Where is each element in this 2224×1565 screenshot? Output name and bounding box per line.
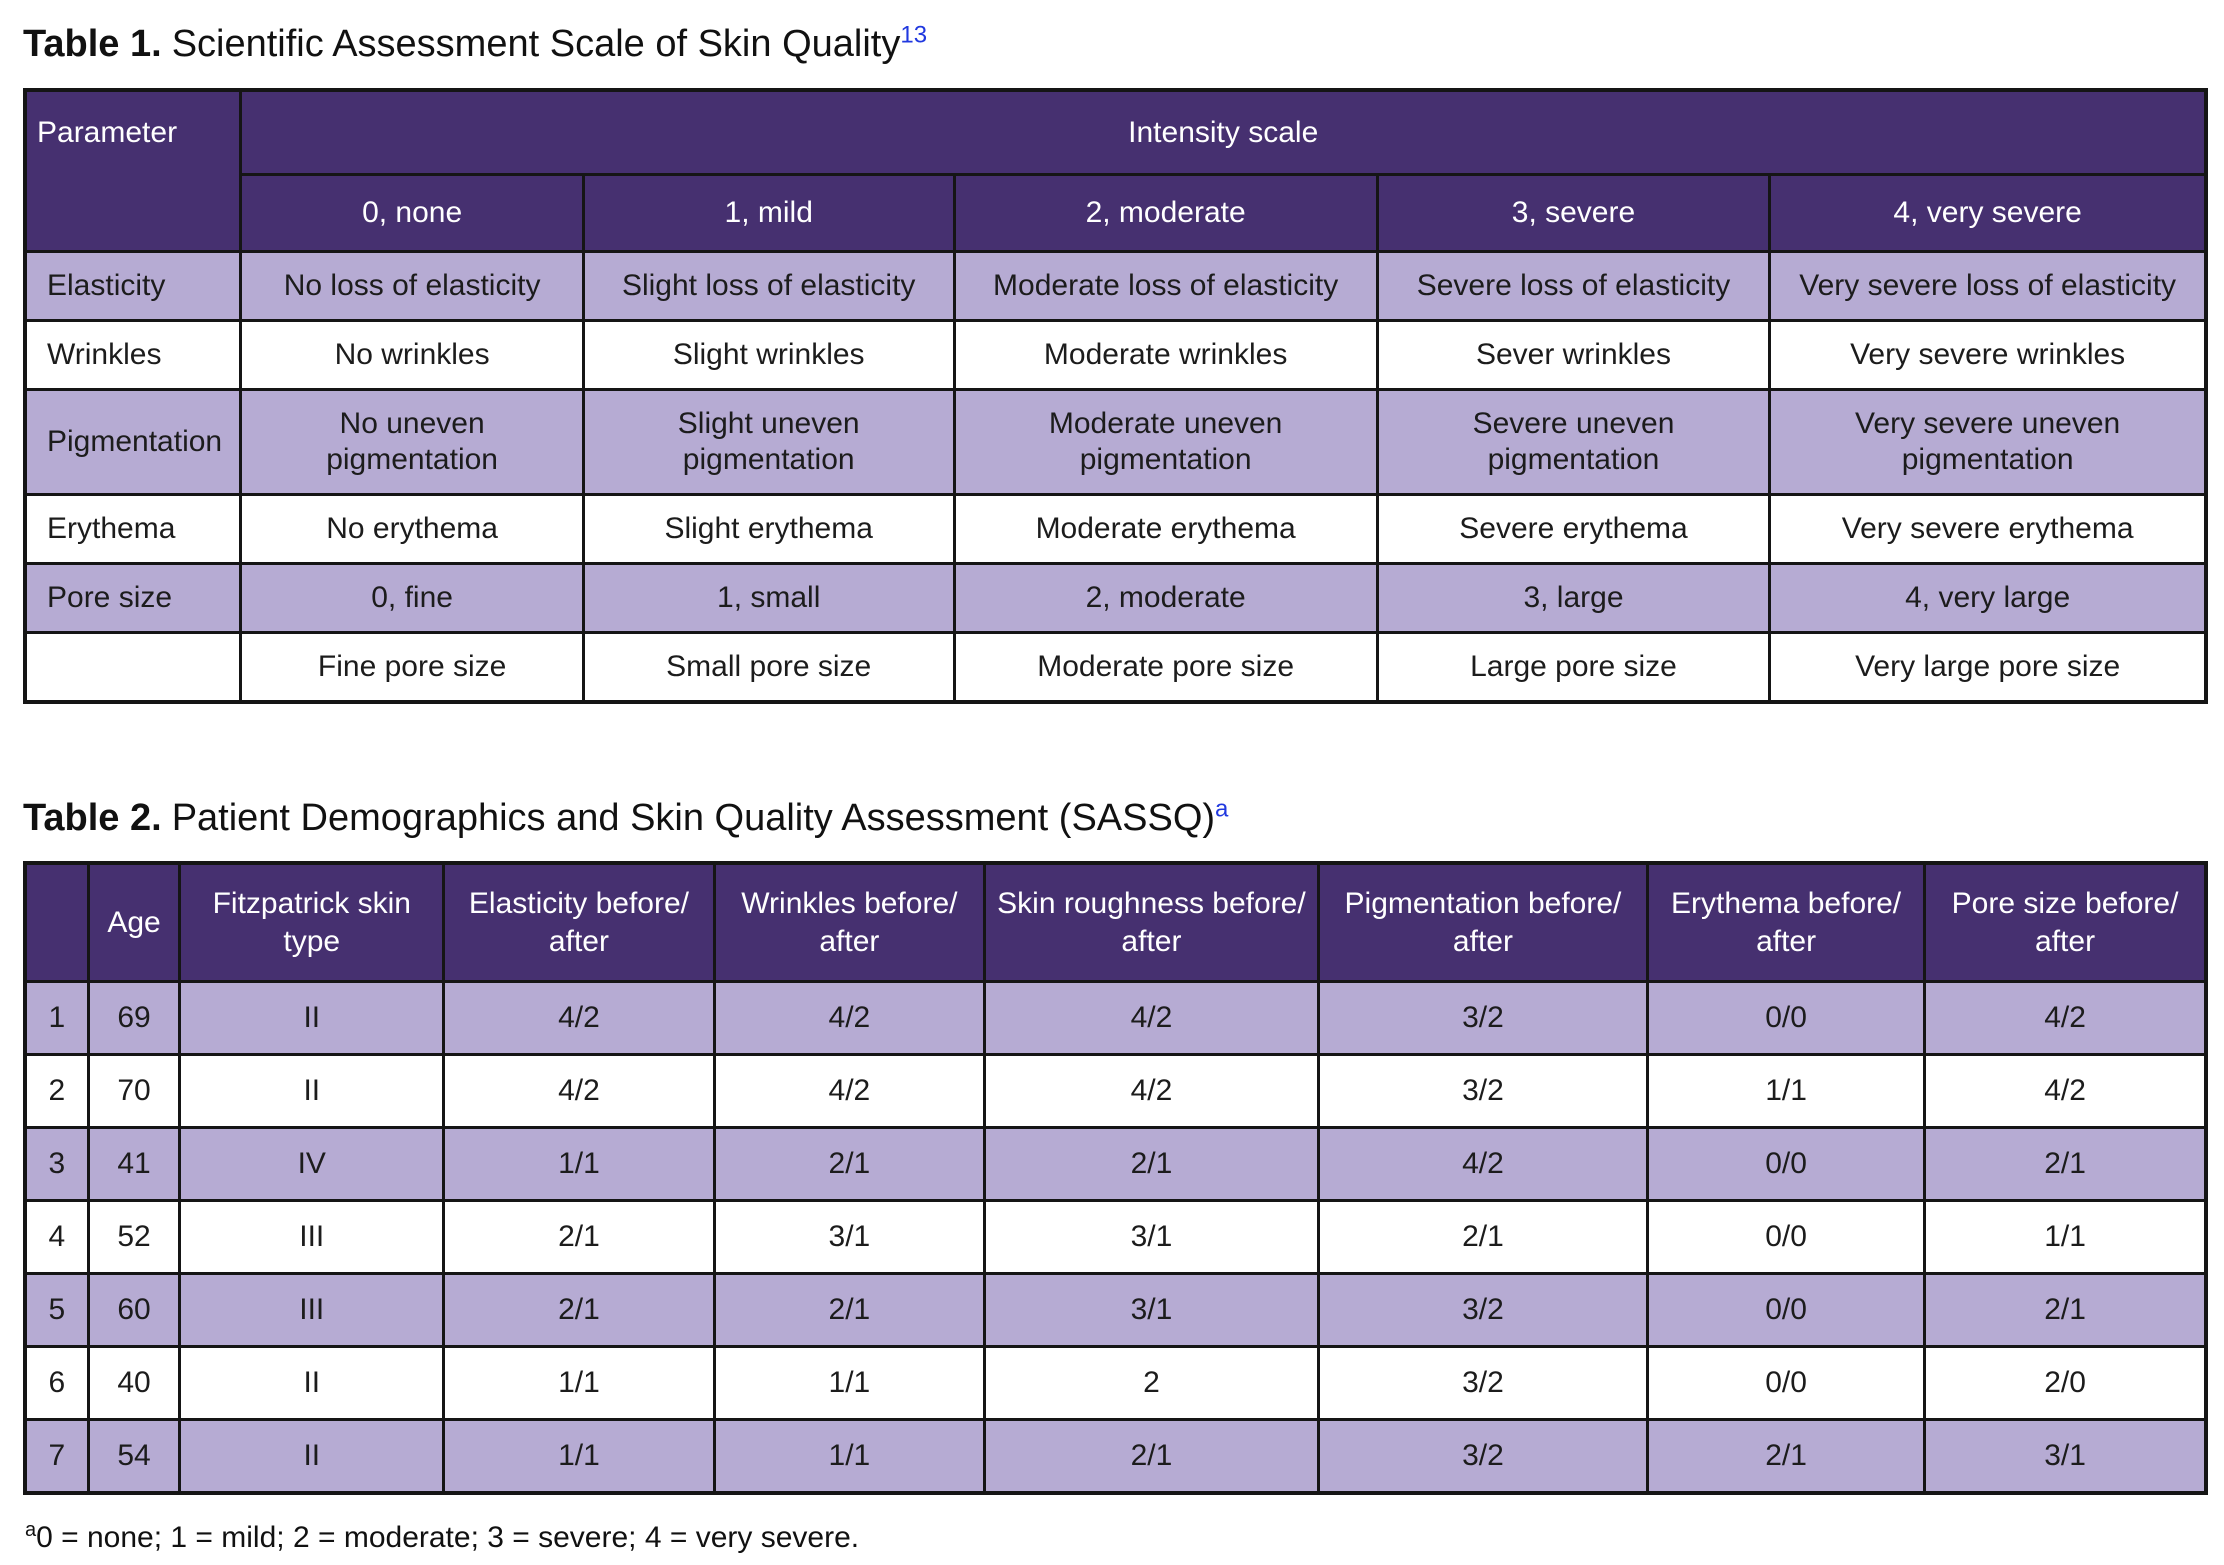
table2-cell: 41	[88, 1128, 180, 1201]
table2-cell: 2/1	[714, 1128, 984, 1201]
table2-cell: II	[180, 1420, 444, 1494]
table2-cell: 52	[88, 1201, 180, 1274]
table2-cell: 0/0	[1648, 1347, 1925, 1420]
table1-cell: Moderate wrinkles	[954, 320, 1377, 389]
table1-title-label: Table 1.	[23, 23, 162, 65]
table2-cell: 0/0	[1648, 1128, 1925, 1201]
table1-title-text: Scientific Assessment Scale of Skin Quality	[171, 23, 901, 65]
table2-cell: IV	[180, 1128, 444, 1201]
table2-cell: 3/1	[714, 1201, 984, 1274]
table2-cell: 2/1	[444, 1274, 714, 1347]
table1-parameter-cell: Pore size	[25, 563, 241, 632]
table2-title-superscript: a	[1215, 794, 1229, 822]
table1-parameter-cell	[25, 632, 241, 702]
table1-cell: Small pore size	[583, 632, 954, 702]
table2-cell: 1/1	[444, 1128, 714, 1201]
table1-title	[23, 22, 2208, 68]
table2-rownum-cell: 1	[25, 982, 88, 1055]
table2-cell: 60	[88, 1274, 180, 1347]
table2-title	[23, 796, 2208, 842]
table2-cell: 2/1	[1925, 1128, 2206, 1201]
table1-cell: Slight wrinkles	[583, 320, 954, 389]
table2-cell: 4/2	[714, 982, 984, 1055]
table1-scale-header-cell: 4, very severe	[1770, 175, 2206, 252]
table2-cell: 70	[88, 1055, 180, 1128]
table1-cell: No uneven pigmentation	[241, 389, 583, 494]
table2-cell: 2/1	[1648, 1420, 1925, 1494]
table2-block	[23, 796, 2208, 1556]
table1-cell: Slight erythema	[583, 494, 954, 563]
table2-row	[25, 1420, 2206, 1494]
table1-cell: Very large pore size	[1770, 632, 2206, 702]
table2-cell: 3/1	[985, 1201, 1319, 1274]
table1-body	[25, 251, 2206, 702]
table2-cell: 3/2	[1318, 1420, 1647, 1494]
table2-cell: 1/1	[714, 1347, 984, 1420]
table1-header-parameter: Parameter	[25, 90, 241, 252]
table1-cell: Moderate loss of elasticity	[954, 251, 1377, 320]
table1-cell: No wrinkles	[241, 320, 583, 389]
table2	[23, 861, 2208, 1495]
table1-cell: Very severe uneven pigmentation	[1770, 389, 2206, 494]
table2-cell: 2/1	[985, 1128, 1319, 1201]
table2-rownum-cell: 4	[25, 1201, 88, 1274]
table2-cell: 1/1	[1925, 1201, 2206, 1274]
table1-scale-header-row	[25, 175, 2206, 252]
table2-header-cell: Pigmentation before/​after	[1318, 863, 1647, 982]
table1-cell: Very severe wrinkles	[1770, 320, 2206, 389]
table2-cell: 4/2	[985, 982, 1319, 1055]
table1-cell: Severe uneven pigmentation	[1377, 389, 1770, 494]
table2-cell: 3/2	[1318, 1347, 1647, 1420]
table2-header-cell: Erythema before/​after	[1648, 863, 1925, 982]
table2-cell: 2/1	[714, 1274, 984, 1347]
table2-cell: 4/2	[714, 1055, 984, 1128]
table2-cell: II	[180, 982, 444, 1055]
table2-header-cell: Wrinkles before/​after	[714, 863, 984, 982]
table2-cell: 2/1	[985, 1420, 1319, 1494]
table2-rownum-cell: 3	[25, 1128, 88, 1201]
table2-cell: 0/0	[1648, 982, 1925, 1055]
table2-footnote	[25, 1521, 2208, 1555]
table1-row	[25, 320, 2206, 389]
table2-row	[25, 1128, 2206, 1201]
table1-row	[25, 389, 2206, 494]
table2-cell: 1/1	[444, 1420, 714, 1494]
table2-cell: 2/1	[444, 1201, 714, 1274]
table2-row	[25, 1347, 2206, 1420]
table2-cell: 0/0	[1648, 1274, 1925, 1347]
table1-cell: Moderate erythema	[954, 494, 1377, 563]
table2-footnote-text: 0 = none; 1 = mild; 2 = moderate; 3 = severe; 4 = very severe.	[36, 1521, 860, 1555]
table2-cell: 4/2	[985, 1055, 1319, 1128]
table2-rownum-cell: 7	[25, 1420, 88, 1494]
table2-title-label: Table 2.	[23, 796, 162, 839]
table2-cell: 4/2	[444, 982, 714, 1055]
table1-parameter-cell: Erythema	[25, 494, 241, 563]
table1-header-intensity-scale: Intensity scale	[241, 90, 2206, 175]
table2-cell: 2/0	[1925, 1347, 2206, 1420]
table2-cell: 1/1	[714, 1420, 984, 1494]
table1-cell: Severe loss of elasticity	[1377, 251, 1770, 320]
table1-parameter-cell: Wrinkles	[25, 320, 241, 389]
table1-row	[25, 563, 2206, 632]
table1-cell: No loss of elasticity	[241, 251, 583, 320]
table2-cell: 3/2	[1318, 1055, 1647, 1128]
table1-cell: Moderate uneven pigmentation	[954, 389, 1377, 494]
table1-row	[25, 494, 2206, 563]
table2-cell: 4/2	[1318, 1128, 1647, 1201]
table2-cell: 4/2	[444, 1055, 714, 1128]
table2-cell: 3/2	[1318, 1274, 1647, 1347]
table2-cell: 3/1	[985, 1274, 1319, 1347]
table1-scale-header-cell: 0, none	[241, 175, 583, 252]
table2-cell: III	[180, 1201, 444, 1274]
table2-header-cell: Age	[88, 863, 180, 982]
table2-cell: 2/1	[1925, 1274, 2206, 1347]
table1-cell: 2, moderate	[954, 563, 1377, 632]
table1-cell: 4, very large	[1770, 563, 2206, 632]
table2-cell: 3/2	[1318, 982, 1647, 1055]
table2-cell: II	[180, 1055, 444, 1128]
table2-cell: 3/1	[1925, 1420, 2206, 1494]
table2-rownum-cell: 5	[25, 1274, 88, 1347]
table2-cell: III	[180, 1274, 444, 1347]
table2-rownum-cell: 6	[25, 1347, 88, 1420]
table1-cell: Slight loss of elasticity	[583, 251, 954, 320]
table1-row	[25, 251, 2206, 320]
table1-top-header-row	[25, 90, 2206, 175]
table1-title-superscript: 13	[900, 21, 928, 49]
table1-scale-header-cell: 3, severe	[1377, 175, 1770, 252]
table2-cell: 40	[88, 1347, 180, 1420]
table2-cell: 0/0	[1648, 1201, 1925, 1274]
table1-cell: Large pore size	[1377, 632, 1770, 702]
table1-parameter-cell: Pigmentation	[25, 389, 241, 494]
table1-cell: Moderate pore size	[954, 632, 1377, 702]
table2-header-cell: Elasticity before/​after	[444, 863, 714, 982]
table1-cell: 1, small	[583, 563, 954, 632]
table1-cell: Very severe erythema	[1770, 494, 2206, 563]
table2-footnote-superscript: a	[25, 1519, 37, 1542]
table2-cell: 69	[88, 982, 180, 1055]
table2-cell: 2/1	[1318, 1201, 1647, 1274]
table2-row	[25, 1201, 2206, 1274]
table2-cell: 4/2	[1925, 1055, 2206, 1128]
table1-cell: Slight uneven pigmentation	[583, 389, 954, 494]
table2-row	[25, 1274, 2206, 1347]
table2-header-cell: Pore size before/​after	[1925, 863, 2206, 982]
table2-cell: 4/2	[1925, 982, 2206, 1055]
table1	[23, 88, 2208, 704]
table2-row	[25, 1055, 2206, 1128]
table2-cell: 1/1	[444, 1347, 714, 1420]
table2-row	[25, 982, 2206, 1055]
table1-scale-header-cell: 1, mild	[583, 175, 954, 252]
table2-cell: II	[180, 1347, 444, 1420]
table1-row	[25, 632, 2206, 702]
table2-header-cell: Skin roughness before/​after	[985, 863, 1319, 982]
table2-rownum-cell: 2	[25, 1055, 88, 1128]
table1-cell: Very severe loss of elasticity	[1770, 251, 2206, 320]
table1-cell: 3, large	[1377, 563, 1770, 632]
table1-cell: No erythema	[241, 494, 583, 563]
table1-parameter-cell: Elasticity	[25, 251, 241, 320]
table2-header-row	[25, 863, 2206, 982]
table2-cell: 1/1	[1648, 1055, 1925, 1128]
table1-cell: Severe erythema	[1377, 494, 1770, 563]
table2-body	[25, 982, 2206, 1494]
table1-cell: Fine pore size	[241, 632, 583, 702]
table2-title-text: Patient Demographics and Skin Quality Assessment (SASSQ)	[171, 796, 1216, 839]
table1-cell: 0, fine	[241, 563, 583, 632]
table2-cell: 2	[985, 1347, 1319, 1420]
table1-cell: Sever wrinkles	[1377, 320, 1770, 389]
table2-header-cell	[25, 863, 88, 982]
table2-cell: 54	[88, 1420, 180, 1494]
table1-scale-header-cell: 2, moderate	[954, 175, 1377, 252]
table2-header-cell: Fitzpatrick skin type	[180, 863, 444, 982]
